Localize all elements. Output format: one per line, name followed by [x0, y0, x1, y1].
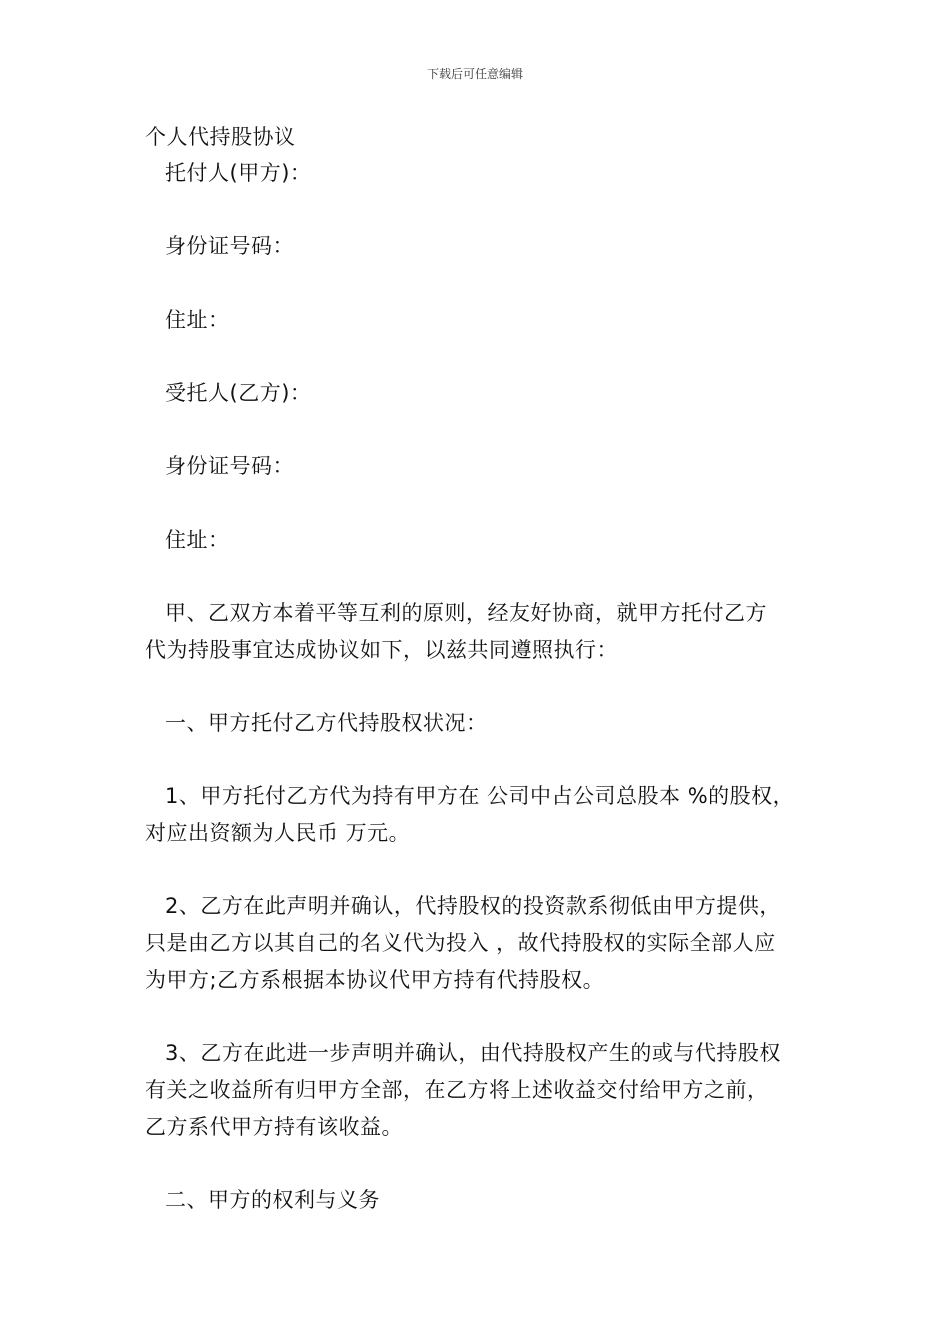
- clause-2-line-1: 2、乙方在此声明并确认，代持股权的投资款系彻低由甲方提供，: [165, 894, 781, 918]
- clause-3-line-1: 3、乙方在此进一步声明并确认，由代持股权产生的或与代持股权: [165, 1041, 781, 1065]
- section-2-heading: 二、甲方的权利与义务: [165, 1188, 380, 1212]
- principal-id-field: 身份证号码：: [165, 234, 294, 258]
- page-header-note: 下载后可任意编辑: [426, 67, 523, 81]
- clause-1-line-2: 对应出资额为人民币 万元。: [145, 821, 411, 845]
- intro-paragraph-line-2: 代为持股事宜达成协议如下，以兹共同遵照执行：: [145, 638, 618, 662]
- clause-2-line-3: 为甲方;乙方系根据本协议代甲方持有代持股权。: [145, 968, 605, 992]
- section-1-heading: 一、甲方托付乙方代持股权状况：: [165, 711, 488, 735]
- intro-paragraph-line-1: 甲、乙双方本着平等互利的原则，经友好协商，就甲方托付乙方: [165, 601, 767, 625]
- principal-field: 托付人(甲方)：: [165, 161, 312, 185]
- document-title: 个人代持股协议: [145, 125, 296, 149]
- trustee-field: 受托人(乙方)：: [165, 381, 312, 405]
- clause-2-line-2: 只是由乙方以其自己的名义代为投入 ，故代持股权的实际全部人应: [145, 931, 776, 955]
- clause-3-line-3: 乙方系代甲方持有该收益。: [145, 1115, 403, 1139]
- trustee-address-field: 住址：: [165, 528, 230, 552]
- clause-3-line-2: 有关之收益所有归甲方全部，在乙方将上述收益交付给甲方之前，: [145, 1078, 769, 1102]
- principal-address-field: 住址：: [165, 308, 230, 332]
- clause-1-line-1: 1、甲方托付乙方代为持有甲方在 公司中占公司总股本 %的股权，: [165, 784, 795, 808]
- trustee-id-field: 身份证号码：: [165, 454, 294, 478]
